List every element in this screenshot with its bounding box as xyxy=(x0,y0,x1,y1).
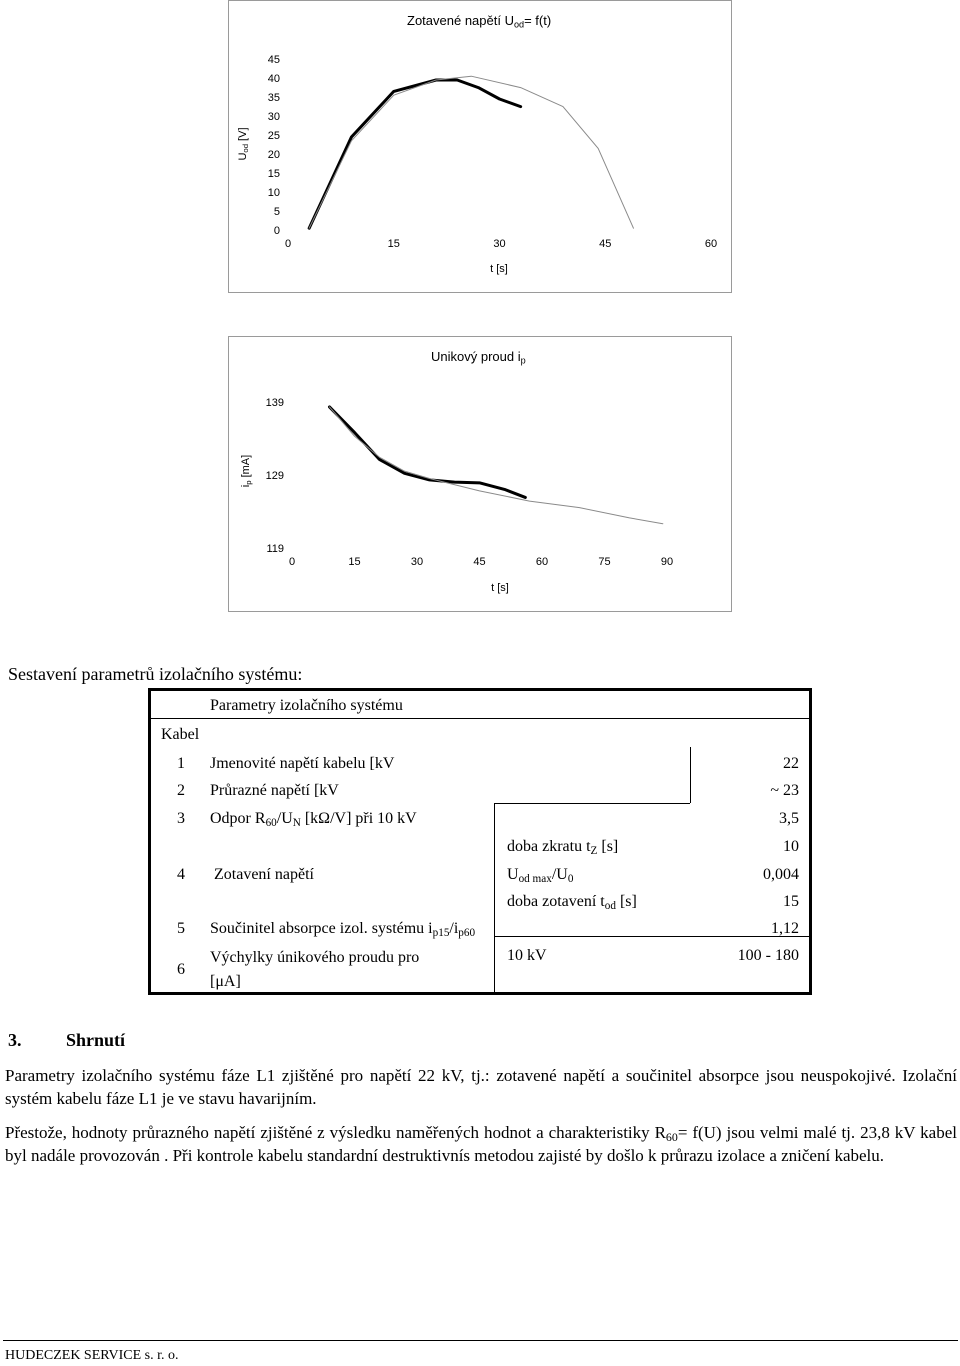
chart2-y-tick: 129 xyxy=(265,470,284,482)
chart2-x-tick: 60 xyxy=(535,556,549,568)
chart1-y-tick: 10 xyxy=(267,187,280,199)
row4-sub1-label: doba zkratu $t_Z$ [s] xyxy=(507,838,619,857)
table-header-rule xyxy=(151,718,809,719)
row4-sub3-value: 15 xyxy=(783,893,799,910)
table-header-params: Parametry izolačního systému xyxy=(210,697,403,714)
chart2-plot xyxy=(229,337,731,611)
row6-column: 10 kV xyxy=(507,947,547,964)
chart2-x-tick: 0 xyxy=(288,556,296,568)
params-table xyxy=(148,688,812,995)
chart2-x-tick: 30 xyxy=(410,556,424,568)
row3-value: 3,5 xyxy=(779,810,799,827)
row5-value: 1,12 xyxy=(771,920,799,937)
chart1-y-tick: 20 xyxy=(267,149,280,161)
chart1-plot xyxy=(229,1,731,292)
chart2-x-tick: 15 xyxy=(348,556,361,568)
chart1-y-tick: 45 xyxy=(267,54,280,66)
row3-number: 3 xyxy=(177,810,185,827)
row6-label-line1: Výchylky únikového proudu pro xyxy=(210,949,420,966)
chart2-x-tick: 90 xyxy=(660,556,674,568)
chart2-title: Unikový proud $i_p$ xyxy=(431,349,526,366)
row3-label: Odpor $R_{60}/U_N$ [kΩ/V] při 10 kV xyxy=(210,810,417,829)
chart2-x-tick: 75 xyxy=(598,556,611,568)
section-title: Shrnutí xyxy=(66,1030,126,1050)
chart-zotavene-napeti xyxy=(228,0,732,293)
chart1-y-tick: 25 xyxy=(267,130,280,142)
footer-company: HUDECZEK SERVICE s. r. o. xyxy=(5,1348,179,1363)
chart2-x-tick: 45 xyxy=(473,556,486,568)
chart2-x-axis-label: t [s] xyxy=(491,582,509,594)
chart2-y-axis-label: $i_p$ [mA] xyxy=(240,454,253,488)
chart1-y-tick: 40 xyxy=(267,73,280,85)
row2-number: 2 xyxy=(177,782,185,799)
chart1-measured-line xyxy=(309,80,521,228)
chart1-x-tick: 30 xyxy=(493,238,506,250)
row1-value: 22 xyxy=(783,755,799,772)
table-header-kabel: Kabel xyxy=(161,726,200,743)
row6-label-line2: [μA] xyxy=(210,973,241,990)
chart-unikovy-proud xyxy=(228,336,732,612)
row4-number: 4 xyxy=(177,866,185,883)
row4-sub2-value: 0,004 xyxy=(763,866,799,883)
row5-number: 5 xyxy=(177,920,185,937)
chart1-y-tick: 5 xyxy=(273,206,280,218)
row5-label: Součinitel absorpce izol. systému $i_{p15}/i_{p60}$ xyxy=(210,920,476,939)
chart1-x-tick: 45 xyxy=(599,238,612,250)
chart1-title: Zotavené napětí $U_{od}= f(t)$ xyxy=(407,13,552,30)
chart1-x-axis-label: t [s] xyxy=(490,263,508,275)
chart1-x-tick: 0 xyxy=(284,238,292,250)
table-sub-column-rule xyxy=(494,803,495,992)
paragraph-summary: Parametry izolačního systému fáze L1 zjištěné pro napětí 22 kV, tj.: zotavené napětí a součinitel absorpce jsou neuspokojivé. Izolační systém kabelu fáze L1 je ve stavu havarijním. xyxy=(5,1066,957,1108)
chart1-y-axis-label: $U_{od}$ [V] xyxy=(237,127,250,161)
chart1-fitted-line xyxy=(309,76,633,228)
row6-number: 6 xyxy=(177,961,185,978)
chart1-x-tick: 60 xyxy=(704,238,718,250)
section-number: 3. xyxy=(8,1030,22,1050)
row4-sub1-value: 10 xyxy=(783,838,799,855)
chart2-fitted-line xyxy=(330,407,663,524)
chart1-y-tick: 35 xyxy=(267,92,280,104)
chart1-y-tick: 0 xyxy=(273,225,280,237)
chart2-measured-line xyxy=(330,407,526,498)
paragraph-conclusion: Přestože, hodnoty průrazného napětí zjištěné z výsledku naměřených hodnot a charakteristiky $R_{60}= f(U)$ jsou velmi malé tj. 23,8 kV kabel byl nadále provozován . Při kontrole kabelu standardní destruktivnís metodou zajisté by došlo k průrazu izolace a zničení kabelu. xyxy=(5,1123,957,1165)
params-heading: Sestavení parametrů izolačního systému: xyxy=(8,664,303,684)
chart1-y-tick: 15 xyxy=(267,168,280,180)
footer-rule xyxy=(3,1340,958,1341)
row4-label: Zotavení napětí xyxy=(214,866,314,883)
chart2-y-tick: 139 xyxy=(265,397,284,409)
row1-label: Jmenovité napětí kabelu [kV xyxy=(210,755,395,772)
chart2-y-tick: 119 xyxy=(266,543,284,555)
row1-number: 1 xyxy=(177,755,185,772)
chart1-y-tick: 30 xyxy=(267,111,280,123)
table-value-column-rule xyxy=(690,747,691,803)
row2-label: Průrazné napětí [kV xyxy=(210,782,339,799)
row6-value: 100 - 180 xyxy=(737,947,799,964)
row4-sub2-label: $U_{od max}/U_0$ xyxy=(507,866,574,885)
row4-sub3-label: doba zotavení $t_{od}$ [s] xyxy=(507,893,637,912)
section-heading xyxy=(8,1030,125,1051)
table-row6-rule xyxy=(494,936,809,937)
chart1-x-tick: 15 xyxy=(387,238,400,250)
row2-value: ~ 23 xyxy=(770,782,799,799)
table-row3-rule xyxy=(494,803,690,804)
